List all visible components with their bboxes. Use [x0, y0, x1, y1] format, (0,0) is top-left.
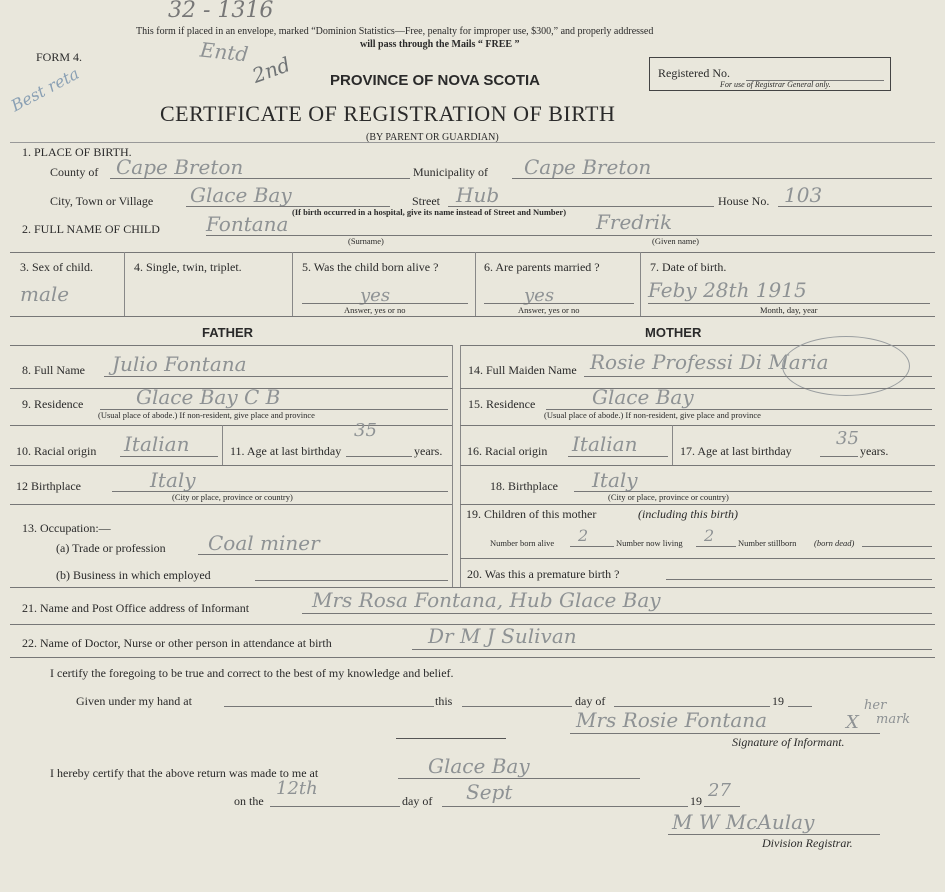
children-note: (including this birth): [638, 507, 738, 521]
registrar-caption: Division Registrar.: [762, 836, 853, 850]
mother-name-label: 14. Full Maiden Name: [468, 363, 577, 377]
mother-name-value: Rosie Professi Di Maria: [590, 350, 829, 374]
mother-abode-caption: (Usual place of abode.) If non-resident, give place and province: [544, 410, 761, 420]
given-under-label: Given under my hand at: [76, 694, 192, 708]
name-circle-annotation: [782, 336, 910, 396]
registrar-month: Sept: [466, 780, 513, 804]
house-no-label: House No.: [718, 194, 770, 208]
informant-mark-x: X: [846, 712, 859, 733]
father-residence-label: 9. Residence: [22, 397, 84, 411]
street-value: Hub: [456, 183, 500, 207]
registrar-year-prefix: 19: [690, 794, 702, 808]
father-birthplace-value: Italy: [150, 468, 196, 492]
registrar-use-note: For use of Registrar General only.: [720, 80, 831, 89]
father-race-value: Italian: [124, 432, 190, 456]
mother-age-label: 17. Age at last birthday: [680, 444, 792, 458]
mail-notice-line2: will pass through the Mails “ FREE ”: [360, 39, 520, 50]
mother-age-value: 35: [836, 428, 859, 449]
hospital-note: (If birth occurred in a hospital, give its name instead of Street and Number): [292, 207, 567, 217]
given-caption: (Given name): [652, 236, 699, 246]
born-alive-count-label: Number born alive: [490, 538, 555, 548]
registrar-day-of-label: day of: [402, 794, 433, 808]
business-label: (b) Business in which employed: [56, 568, 211, 582]
stillborn-note: (born dead): [814, 538, 855, 548]
mother-birthplace-value: Italy: [592, 468, 638, 492]
margin-note-entd: Entd: [198, 37, 250, 67]
certificate-title: CERTIFICATE OF REGISTRATION OF BIRTH: [160, 101, 616, 126]
child-name-label: 2. FULL NAME OF CHILD: [22, 222, 160, 236]
sex-label: 3. Sex of child.: [20, 260, 93, 274]
informant-value: Mrs Rosa Fontana, Hub Glace Bay: [312, 588, 661, 612]
city-label: City, Town or Village: [50, 194, 154, 208]
informant-mark-word: mark: [876, 712, 911, 727]
registrar-statement: I hereby certify that the above return was made to me at: [50, 766, 319, 780]
father-birthplace-label: 12 Birthplace: [16, 479, 81, 493]
registrar-day: 12th: [276, 778, 318, 799]
trade-value: Coal miner: [208, 531, 320, 555]
father-residence-value: Glace Bay C B: [136, 385, 281, 409]
doctor-value: Dr M J Sulivan: [428, 624, 577, 648]
street-label: Street: [412, 194, 440, 208]
filed-number: 32 - 1316: [168, 0, 274, 23]
date-of-birth-value: Feby 28th 1915: [648, 278, 807, 302]
registered-no-label: Registered No.: [658, 66, 730, 80]
registered-no-box: [649, 57, 891, 91]
mother-age-years: years.: [860, 444, 889, 458]
margin-note-2nd: 2nd: [249, 52, 294, 88]
year-prefix: 19: [772, 694, 784, 708]
city-value: Glace Bay: [190, 183, 292, 207]
date-of-birth-label: 7. Date of birth.: [650, 260, 727, 274]
on-the-label: on the: [234, 794, 264, 808]
informant-signature: Mrs Rosie Fontana: [576, 708, 768, 732]
mother-race-label: 16. Racial origin: [467, 444, 548, 458]
premature-label: 20. Was this a premature birth ?: [467, 567, 620, 581]
registrar-place: Glace Bay: [428, 754, 530, 778]
father-abode-caption: (Usual place of abode.) If non-resident, give place and province: [98, 410, 315, 420]
mother-birthplace-label: 18. Birthplace: [490, 479, 558, 493]
day-of-label: day of: [575, 694, 606, 708]
born-alive-caption: Answer, yes or no: [344, 305, 406, 315]
mother-residence-label: 15. Residence: [468, 397, 536, 411]
registrar-signature: M W McAulay: [672, 810, 815, 834]
margin-note-best: Best reta: [7, 63, 83, 116]
house-no-value: 103: [784, 183, 823, 207]
father-race-label: 10. Racial origin: [16, 444, 97, 458]
this-label: this: [435, 694, 453, 708]
mother-heading: MOTHER: [645, 325, 702, 340]
born-alive-value: yes: [360, 285, 391, 306]
county-label: County of: [50, 165, 99, 179]
stillborn-label: Number stillborn: [738, 538, 797, 548]
municipality-value: Cape Breton: [524, 155, 652, 179]
sex-value: male: [20, 282, 70, 306]
now-living-label: Number now living: [616, 538, 683, 548]
place-of-birth-label: 1. PLACE OF BIRTH.: [22, 145, 132, 159]
father-birthplace-caption: (City or place, province or country): [172, 492, 293, 502]
mother-race-value: Italian: [572, 432, 638, 456]
doctor-label: 22. Name of Doctor, Nurse or other person in attendance at birth: [22, 636, 332, 650]
born-alive-count: 2: [578, 526, 589, 545]
child-surname: Fontana: [206, 212, 289, 236]
informant-label: 21. Name and Post Office address of Informant: [22, 601, 250, 615]
province-title: PROVINCE OF NOVA SCOTIA: [330, 72, 541, 89]
mail-notice-line1: This form if placed in an envelope, marked “Dominion Statistics—Free, penalty for improper use, $300,” and properly addressed: [136, 26, 654, 37]
certify-statement: I certify the foregoing to be true and correct to the best of my knowledge and belief.: [50, 666, 454, 680]
father-age-label: 11. Age at last birthday: [230, 444, 342, 458]
father-name-label: 8. Full Name: [22, 363, 85, 377]
multiplicity-label: 4. Single, twin, triplet.: [134, 260, 242, 274]
parents-married-caption: Answer, yes or no: [518, 305, 580, 315]
informant-mark-her: her: [864, 698, 887, 713]
surname-caption: (Surname): [348, 236, 384, 246]
municipality-label: Municipality of: [413, 165, 488, 179]
father-heading: FATHER: [202, 325, 254, 340]
father-name-value: Julio Fontana: [112, 352, 247, 376]
parents-married-value: yes: [524, 285, 555, 306]
mother-residence-value: Glace Bay: [592, 385, 694, 409]
informant-signature-caption: Signature of Informant.: [732, 735, 845, 749]
certificate-subtitle: (BY PARENT OR GUARDIAN): [366, 132, 499, 143]
now-living-count: 2: [704, 526, 715, 545]
born-alive-label: 5. Was the child born alive ?: [302, 260, 439, 274]
date-of-birth-caption: Month, day, year: [760, 305, 818, 315]
occupation-label: 13. Occupation:—: [22, 521, 111, 535]
father-age-years: years.: [414, 444, 443, 458]
father-age-value: 35: [354, 420, 377, 441]
parents-married-label: 6. Are parents married ?: [484, 260, 600, 274]
registrar-year: 27: [708, 780, 731, 801]
child-given-name: Fredrik: [596, 210, 673, 234]
mother-birthplace-caption: (City or place, province or country): [608, 492, 729, 502]
children-label: 19. Children of this mother: [466, 507, 597, 521]
county-value: Cape Breton: [116, 155, 244, 179]
trade-label: (a) Trade or profession: [56, 541, 166, 555]
form-number: FORM 4.: [36, 50, 83, 64]
